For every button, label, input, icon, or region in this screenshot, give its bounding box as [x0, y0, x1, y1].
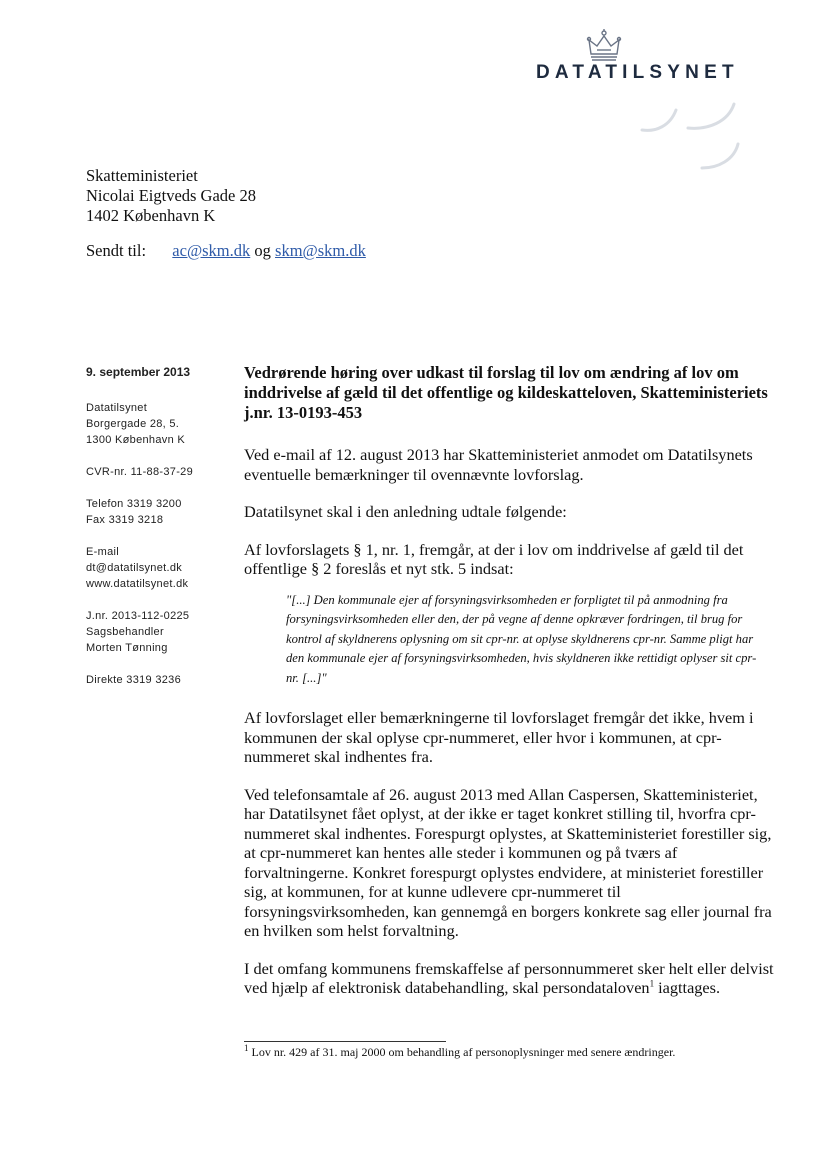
paragraph-2: Datatilsynet skal i den anledning udtale følgende:: [244, 502, 567, 521]
fax-number: Fax 3319 3218: [86, 514, 164, 526]
journal-number: J.nr. 2013-112-0225: [86, 610, 190, 622]
joiner-text: og: [254, 241, 271, 260]
email-link-skm[interactable]: skm@skm.dk: [275, 241, 366, 260]
law-quote: "[...] Den kommunale ejer af forsyningsvirksomheden er forpligtet til på anmodning fra forsyningsvirksomheden eller den, der på vegne af denne opkræver fordringen, til brug for kontrol af skyldnerens oplysning om sit cpr-nr. at oplyse skyldnerens cpr-nr. Samme pligt har den kommunale ejer af forsyningsvirksomheden, hvis skyldneren ikke rettidigt oplyser sit cpr-nr. [...]": [286, 592, 757, 685]
crown-icon: [585, 28, 623, 62]
direct-phone: Direkte 3319 3236: [86, 674, 181, 686]
recipient-address: [86, 166, 256, 226]
paragraph-6-text: I det omfang kommunens fremskaffelse af personnummeret sker helt eller delvist ved hjælp af elektronisk databehandling, skal persondataloven: [244, 958, 774, 998]
sent-to-label: Sendt til:: [86, 241, 147, 260]
sender-email-link[interactable]: dt@datatilsynet.dk: [86, 562, 183, 574]
footnote-divider: [244, 1041, 446, 1042]
paragraph-1: Ved e-mail af 12. august 2013 har Skatteministeriet anmodet om Datatilsynets eventuelle bemærkninger til ovennævnte lovforslag.: [244, 445, 753, 484]
cvr-block: [86, 464, 236, 480]
sender-website-link[interactable]: www.datatilsynet.dk: [86, 578, 189, 590]
sender-address-block: [86, 400, 236, 448]
case-handler-name: Morten Tønning: [86, 642, 168, 654]
email-label: E-mail: [86, 546, 119, 558]
footnote-ref[interactable]: 1: [649, 979, 655, 990]
brand-name: DATATILSYNET: [536, 62, 739, 83]
footnote: [244, 1045, 675, 1060]
paragraph-6: [244, 959, 776, 998]
sender-org-name: Datatilsynet: [86, 402, 148, 414]
paragraph-3: Af lovforslagets § 1, nr. 1, fremgår, at der i lov om inddrivelse af gæld til det offentlige § 2 foreslås et nyt stk. 5 indsat:: [244, 539, 744, 578]
phone-block: [86, 496, 236, 528]
direct-block: [86, 672, 236, 688]
letter-title: Vedrørende høring over udkast til forslag til lov om ændring af lov om inddrivelse af gæld til det offentlige og kildeskatteloven, Skatteministeriets j.nr. 13-0193-453: [244, 363, 768, 422]
recipient-city: 1402 København K: [86, 206, 216, 225]
footnote-marker: 1: [244, 1043, 249, 1053]
footnote-text: Lov nr. 429 af 31. maj 2000 om behandling af personoplysninger med senere ændringer.: [248, 1045, 676, 1059]
letter-body: [244, 363, 776, 1016]
sender-city: 1300 København K: [86, 434, 185, 446]
sent-to-line: [86, 241, 366, 261]
swoosh-icon: [636, 98, 746, 172]
sender-sidebar: [86, 364, 236, 704]
case-block: [86, 608, 236, 656]
cvr-number: CVR-nr. 11-88-37-29: [86, 466, 193, 478]
case-handler-label: Sagsbehandler: [86, 626, 164, 638]
email-link-ac[interactable]: ac@skm.dk: [172, 241, 251, 260]
recipient-street: Nicolai Eigtveds Gade 28: [86, 186, 256, 205]
recipient-name: Skatteministeriet: [86, 166, 198, 185]
paragraph-4: Af lovforslaget eller bemærkningerne til lovforslaget fremgår det ikke, hvem i kommunen der skal oplyse cpr-nummeret, eller hvor i kommunen, at cpr-nummeret skal indhentes fra.: [244, 708, 754, 767]
letter-date: 9. september 2013: [86, 365, 191, 379]
sender-street: Borgergade 28, 5.: [86, 418, 180, 430]
contact-block: [86, 544, 236, 592]
phone-number: Telefon 3319 3200: [86, 498, 182, 510]
paragraph-5: Ved telefonsamtale af 26. august 2013 med Allan Caspersen, Skatteministeriet, har Datatilsynet fået oplyst, at der ikke er taget konkret stilling til, hvorfra cpr-nummeret skal indhentes. Forespurgt oplystes, at Skatteministeriet forestiller sig, at cpr-nummeret kan hentes alle steder i kommunen og på tværs af forvaltningerne. Konkret forespurgt oplystes endvidere, at ministeriet forestiller sig, at kommunen, for at kunne udlevere cpr-nummeret til forsyningsvirksomheden, kan gennemgå en borgers konkrete sag eller journal fra en hvilken som helst forvaltning.: [244, 784, 772, 941]
paragraph-6-end: iagttages.: [654, 978, 721, 998]
